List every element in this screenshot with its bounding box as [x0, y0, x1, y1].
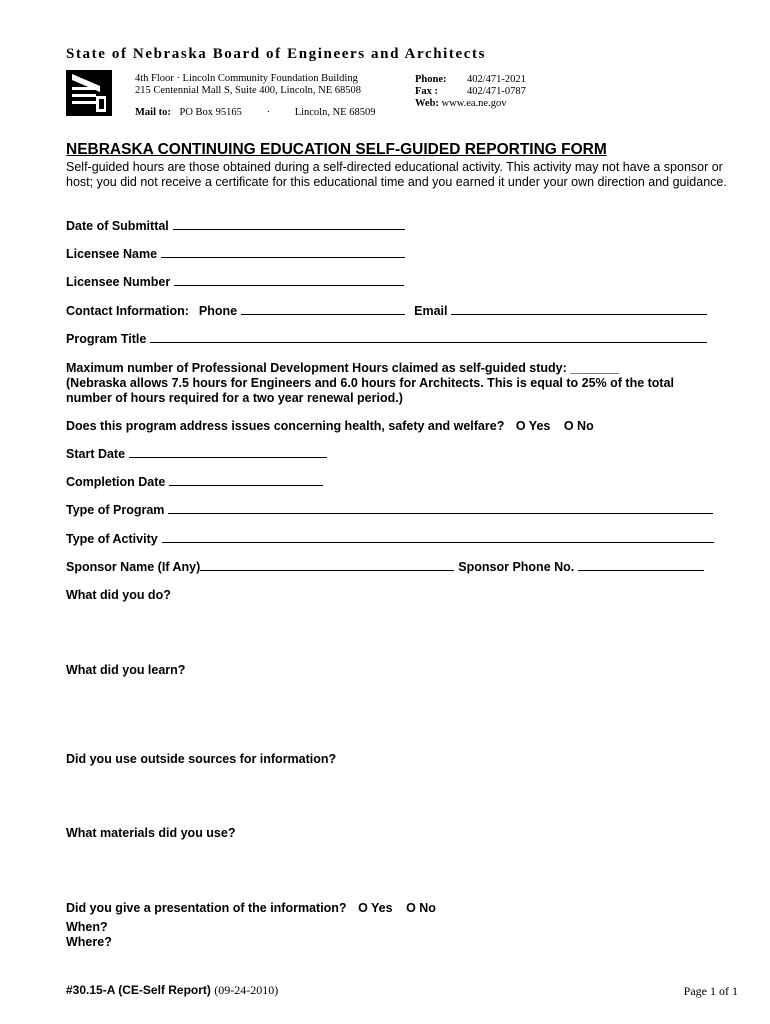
- board-title: State of Nebraska Board of Engineers and Architects: [66, 46, 487, 62]
- date-of-submittal-field: [66, 219, 405, 233]
- max-hours-line-3: number of hours required for a two year renewal period.): [66, 391, 403, 405]
- contact-email-line[interactable]: [451, 304, 707, 315]
- form-title: NEBRASKA CONTINUING EDUCATION SELF-GUIDED REPORTING FORM: [66, 141, 607, 158]
- phone-label: Phone:: [415, 74, 447, 85]
- web-label: Web:: [415, 98, 439, 109]
- licensee-name-line[interactable]: [161, 247, 405, 258]
- type-of-program-field: [66, 503, 713, 517]
- contact-block: [415, 74, 526, 110]
- when-question: When?: [66, 920, 108, 934]
- max-hours-line-2: (Nebraska allows 7.5 hours for Engineers and 6.0 hours for Architects. This is equal to 25% of the total: [66, 376, 675, 390]
- max-hours-block: [66, 361, 674, 406]
- completion-date-field: [66, 475, 323, 489]
- licensee-name-label: Licensee Name: [66, 247, 158, 261]
- sponsor-field: [66, 560, 704, 574]
- licensee-number-line[interactable]: [174, 275, 404, 286]
- completion-date-line[interactable]: [169, 475, 323, 486]
- start-date-label: Start Date: [66, 447, 126, 461]
- sponsor-name-line[interactable]: [200, 560, 454, 571]
- board-logo: [66, 70, 112, 116]
- outside-sources-question: Did you use outside sources for information?: [66, 752, 337, 766]
- hsw-question-text: Does this program address issues concerning health, safety and welfare?: [66, 419, 505, 433]
- form-code-date: (09-24-2010): [214, 983, 279, 997]
- contact-information-field: [66, 304, 707, 318]
- program-title-line[interactable]: [150, 332, 707, 343]
- presentation-question: [66, 901, 436, 916]
- fax-value: 402/471-0787: [467, 86, 526, 97]
- fax-label: Fax :: [415, 86, 439, 97]
- mail-separator: ·: [266, 107, 271, 118]
- type-of-activity-label: Type of Activity: [66, 532, 158, 546]
- type-of-program-label: Type of Program: [66, 503, 165, 517]
- phone-value: 402/471-2021: [467, 74, 526, 85]
- contact-email-label: Email: [414, 304, 448, 318]
- mail-to-label: Mail to:: [135, 107, 171, 118]
- type-of-activity-line[interactable]: [162, 532, 714, 543]
- form-code: [66, 983, 278, 998]
- hsw-no-option[interactable]: O No: [563, 419, 594, 433]
- program-title-label: Program Title: [66, 332, 147, 346]
- licensee-name-field: [66, 247, 405, 261]
- completion-date-label: Completion Date: [66, 475, 166, 489]
- contact-phone-label: Phone: [198, 304, 238, 318]
- type-of-program-line[interactable]: [168, 503, 713, 514]
- contact-information-label: Contact Information:: [66, 304, 189, 318]
- max-hours-line-1: Maximum number of Professional Development Hours claimed as self-guided study: _______: [66, 361, 619, 375]
- address-line-2: 215 Centennial Mall S, Suite 400, Lincoln, NE 68508: [135, 85, 362, 96]
- page-number: Page 1 of 1: [683, 984, 738, 998]
- intro-text: Self-guided hours are those obtained during a self-directed educational activity. This activity may not have a sponsor or host; you did not receive a certificate for this educational time and you earned it under your own direction and guidance.: [66, 160, 727, 189]
- hsw-yes-option[interactable]: O Yes: [515, 419, 551, 433]
- hsw-question: [66, 419, 594, 434]
- address-line-1: 4th Floor · Lincoln Community Foundation Building: [135, 73, 358, 84]
- start-date-field: [66, 447, 327, 461]
- program-title-field: [66, 332, 707, 346]
- where-question: Where?: [66, 935, 112, 949]
- mail-po-box: PO Box 95165: [179, 107, 242, 118]
- date-of-submittal-label: Date of Submittal: [66, 219, 169, 233]
- presentation-yes-option[interactable]: O Yes: [358, 901, 393, 915]
- what-did-you-learn-question: What did you learn?: [66, 663, 186, 677]
- sponsor-phone-line[interactable]: [578, 560, 704, 571]
- what-did-you-do-question: What did you do?: [66, 588, 171, 602]
- web-value[interactable]: www.ea.ne.gov: [441, 98, 507, 109]
- contact-phone-line[interactable]: [241, 304, 405, 315]
- licensee-number-field: [66, 275, 404, 289]
- start-date-line[interactable]: [129, 447, 327, 458]
- date-of-submittal-line[interactable]: [173, 219, 405, 230]
- form-code-number: #30.15-A (CE-Self Report): [66, 983, 211, 997]
- presentation-question-text: Did you give a presentation of the information?: [66, 901, 347, 915]
- sponsor-name-label: Sponsor Name (If Any): [66, 560, 201, 574]
- presentation-no-option[interactable]: O No: [406, 901, 436, 915]
- type-of-activity-field: [66, 532, 714, 546]
- sponsor-phone-label: Sponsor Phone No.: [458, 560, 575, 574]
- address-block: [135, 73, 361, 97]
- mail-to-line: [135, 107, 375, 119]
- materials-question: What materials did you use?: [66, 826, 236, 840]
- licensee-number-label: Licensee Number: [66, 275, 171, 289]
- mail-city: Lincoln, NE 68509: [294, 107, 376, 118]
